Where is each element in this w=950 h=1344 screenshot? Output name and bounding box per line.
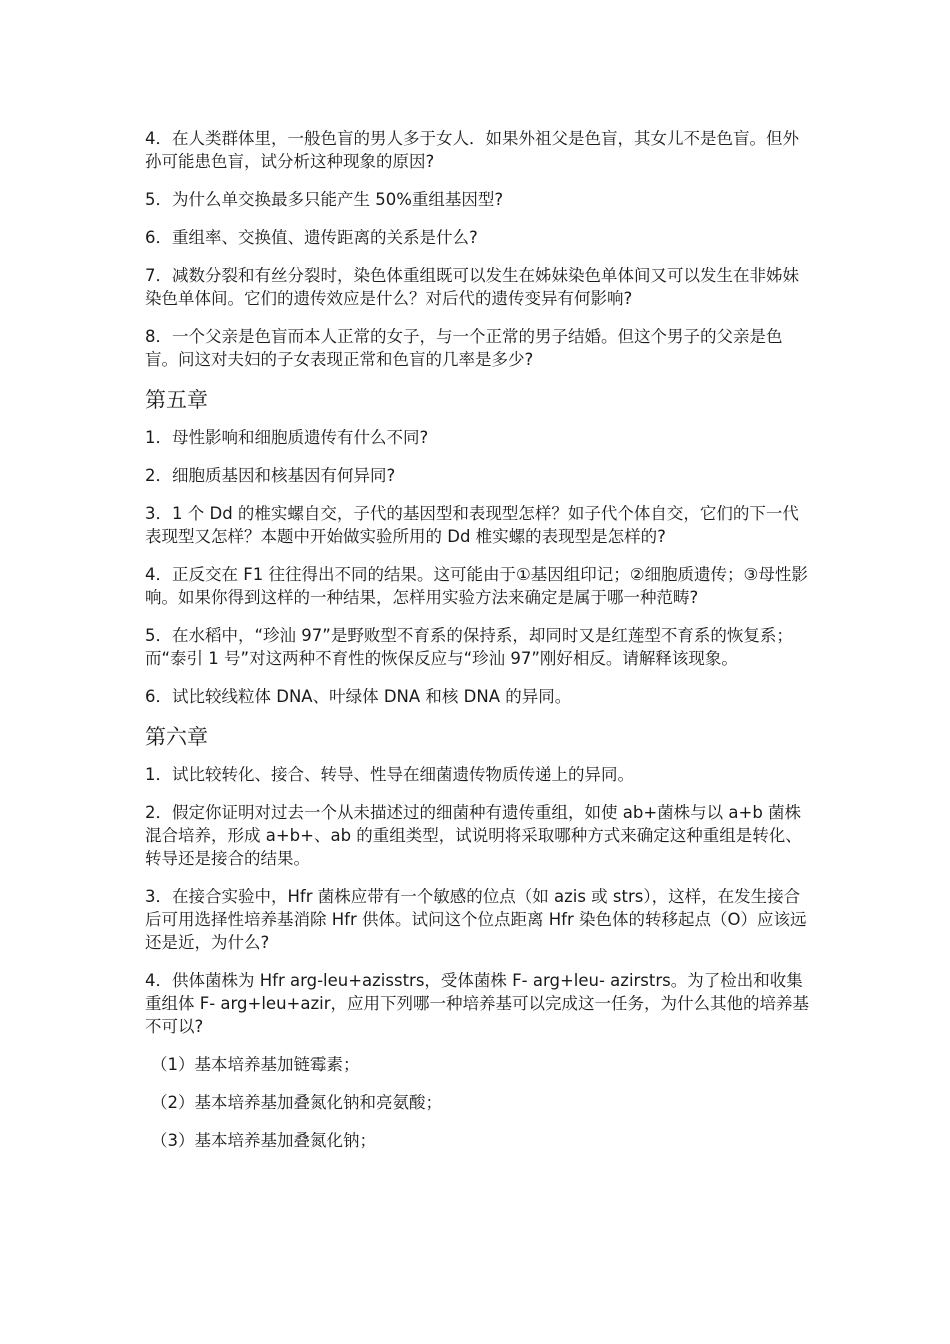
- chapter-five-question-4: 4．正反交在 F1 往往得出不同的结果。这可能由于①基因组印记；②细胞质遗传；③母性影响。如果你得到这样的一种结果，怎样用实验方法来确定是属于哪一种范畴?: [145, 565, 808, 607]
- question-8-color-blind-probability: 8．一个父亲是色盲而本人正常的女子，与一个正常的男子结婚。但这个男子的父亲是色盲。问这对夫妇的子女表现正常和色盲的几率是多少?: [145, 327, 783, 369]
- medium-option-2: （2）基本培养基加叠氮化钠和亮氨酸；: [151, 1093, 442, 1112]
- medium-option-1: （1）基本培养基加链霉素；: [151, 1055, 360, 1074]
- medium-option-3: （3）基本培养基加叠氮化钠；: [151, 1131, 376, 1150]
- chapter-five-heading: 第五章: [145, 388, 208, 412]
- question-6-recombination-rate: 6．重组率、交换值、遗传距离的关系是什么?: [145, 228, 478, 247]
- chapter-five-question-6: 6．试比较线粒体 DNA、叶绿体 DNA 和核 DNA 的异同。: [145, 687, 572, 706]
- chapter-six-question-3: 3．在接合实验中，Hfr 菌株应带有一个敏感的位点（如 azis 或 strs），这样，在发生接合后可用选择性培养基消除 Hfr 供体。试问这个位点距离 Hfr 染色体的转移起点（O）应该远还是近，为什么?: [145, 887, 807, 952]
- chapter-five-question-2: 2．细胞质基因和核基因有何异同?: [145, 466, 396, 485]
- chapter-five-question-3: 3．1 个 Dd 的椎实螺自交，子代的基因型和表现型怎样？如子代个体自交，它们的下一代表现型又怎样？本题中开始做实验所用的 Dd 椎实螺的表现型是怎样的?: [145, 504, 799, 546]
- chapter-five-question-1: 1．母性影响和细胞质遗传有什么不同?: [145, 428, 429, 447]
- document-page: [145, 127, 813, 1167]
- question-4-color-blindness: 4．在人类群体里，一般色盲的男人多于女人．如果外祖父是色盲，其女儿不是色盲。但外孙可能患色盲，试分析这种现象的原因?: [145, 129, 799, 171]
- question-5-single-crossover: 5．为什么单交换最多只能产生 50%重组基因型?: [145, 190, 504, 209]
- question-7-chromosome-recombination: 7．减数分裂和有丝分裂时，染色体重组既可以发生在姊妹染色单体间又可以发生在非姊妹染色单体间。它们的遗传效应是什么？对后代的遗传变异有何影响?: [145, 266, 799, 308]
- chapter-six-heading: 第六章: [145, 725, 208, 749]
- chapter-six-question-4: 4．供体菌株为 Hfr arg-leu+azisstrs，受体菌株 F- arg+leu- azirstrs。为了检出和收集重组体 F- arg+leu+azir，应用下列哪一种培养基可以完成这一任务，为什么其他的培养基不可以?: [145, 971, 809, 1036]
- chapter-six-question-1: 1．试比较转化、接合、转导、性导在细菌遗传物质传递上的异同。: [145, 765, 634, 784]
- chapter-five-question-5: 5．在水稻中，“珍汕 97”是野败型不育系的保持系，却同时又是红莲型不育系的恢复系；而“泰引 1 号”对这两种不育性的恢保反应与“珍汕 97”刚好相反。请解释该现象。: [145, 626, 793, 668]
- chapter-six-question-2: 2．假定你证明对过去一个从未描述过的细菌种有遗传重组，如使 ab+菌株与以 a+b 菌株混合培养，形成 a+b+、ab 的重组类型，试说明将采取哪种方式来确定这种重组是转化、转导还是接合的结果。: [145, 803, 802, 868]
